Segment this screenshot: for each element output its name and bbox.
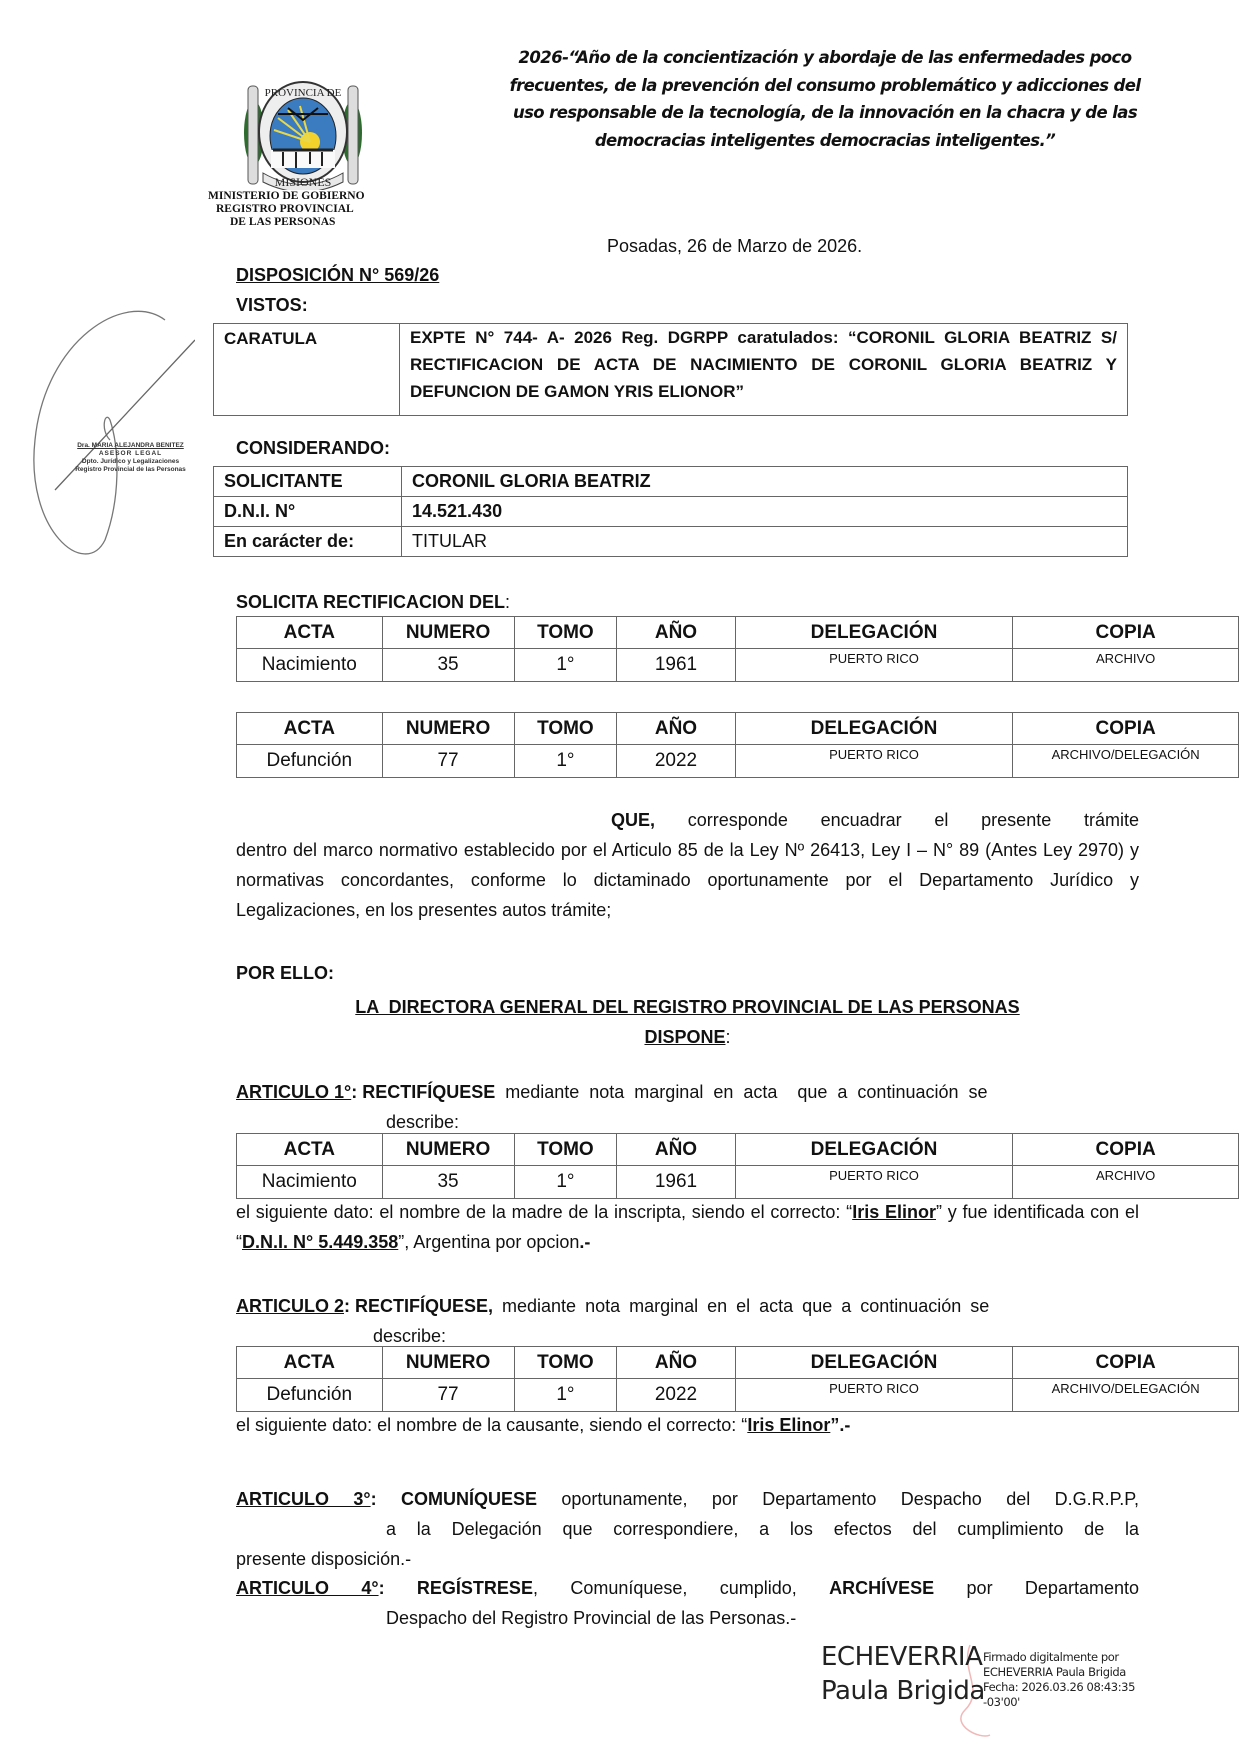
column-header: NUMERO — [382, 617, 514, 649]
handwritten-signature-icon — [25, 300, 195, 570]
column-header: AÑO — [617, 1347, 735, 1379]
caratula-label: CARATULA — [214, 324, 400, 416]
column-header: TOMO — [514, 713, 617, 745]
column-header: DELEGACIÓN — [735, 1134, 1013, 1166]
signer-name: ECHEVERRIA Paula Brigida — [821, 1642, 985, 1706]
svg-text:PROVINCIA DE: PROVINCIA DE — [264, 87, 342, 99]
por-ello-heading: POR ELLO: — [236, 963, 334, 983]
disposition-number: DISPOSICIÓN N° 569/26 — [236, 265, 440, 285]
column-header: TOMO — [514, 1347, 617, 1379]
table-row — [214, 497, 1128, 527]
province-coat-of-arms-icon — [238, 78, 368, 190]
caratula-table — [213, 323, 1128, 416]
directora-heading: LA DIRECTORA GENERAL DEL REGISTRO PROVINCIAL DE LAS PERSONAS DISPONE: — [355, 997, 1020, 1047]
vistos-heading: VISTOS: — [236, 295, 308, 315]
year-motto — [505, 44, 1145, 154]
column-header: DELEGACIÓN — [735, 1347, 1013, 1379]
table-row: Defunción 77 1° 2022 PUERTO RICO ARCHIVO/DELEGACIÓN — [237, 1379, 1239, 1412]
table-header-row — [237, 1347, 1239, 1379]
articulo-2-detail: el siguiente dato: el nombre de la causante, siendo el correcto: “Iris Elinor”.- — [236, 1415, 851, 1435]
column-header: AÑO — [617, 617, 735, 649]
articulo-3: ARTICULO 3°: COMUNÍQUESE oportunamente, por Departamento Despacho del D.G.R.P.P, a la Delegación que correspondiere, a los efectos del cumplimiento de la presente disposición.- — [236, 1489, 1139, 1569]
column-header: ACTA — [237, 617, 383, 649]
table-row: Defunción 77 1° 2022 PUERTO RICO ARCHIVO/DELEGACIÓN — [237, 745, 1239, 778]
acta-table-nacimiento — [236, 616, 1239, 682]
table-row — [214, 527, 1128, 557]
motto-line: 2026-“Año de la concientización y abordaje de las enfermedades poco — [518, 48, 1132, 67]
acta-table-articulo-1 — [236, 1133, 1239, 1199]
column-header: DELEGACIÓN — [735, 713, 1013, 745]
column-header: NUMERO — [382, 1134, 514, 1166]
column-header: ACTA — [237, 1134, 383, 1166]
acta-table-defuncion — [236, 712, 1239, 778]
table-row — [214, 324, 1128, 416]
articulo-1: ARTICULO 1°: RECTIFÍQUESE mediante nota marginal en acta que a continuación se describe: — [236, 1082, 988, 1132]
column-header: NUMERO — [382, 713, 514, 745]
applicant-value: CORONIL GLORIA BEATRIZ — [402, 467, 1128, 497]
motto-line: uso responsable de la tecnología, de la innovación en la chacra y de las — [512, 103, 1138, 122]
table-header-row — [237, 617, 1239, 649]
column-header: TOMO — [514, 1134, 617, 1166]
table-header-row — [237, 713, 1239, 745]
column-header: COPIA — [1013, 1347, 1239, 1379]
column-header: ACTA — [237, 1347, 383, 1379]
applicant-table — [213, 466, 1128, 557]
motto-line: democracias inteligentes democracias inteligentes.” — [594, 130, 1056, 150]
column-header: COPIA — [1013, 1134, 1239, 1166]
role-value: TITULAR — [402, 527, 1128, 557]
table-header-row — [237, 1134, 1239, 1166]
solicita-heading: SOLICITA RECTIFICACION DEL: — [236, 592, 511, 612]
signature-metadata: Firmado digitalmente por ECHEVERRIA Paula Brigida Fecha: 2026.03.26 08:43:35 -03'00' — [983, 1650, 1135, 1709]
articulo-4: ARTICULO 4°: REGÍSTRESE, Comuníquese, cumplido, ARCHÍVESE por Departamento Despacho del Registro Provincial de las Personas.- — [236, 1578, 1139, 1628]
column-header: AÑO — [617, 1134, 735, 1166]
considerando-heading: CONSIDERANDO: — [236, 438, 391, 458]
column-header: COPIA — [1013, 713, 1239, 745]
column-header: DELEGACIÓN — [735, 617, 1013, 649]
table-row: Nacimiento 35 1° 1961 PUERTO RICO ARCHIVO — [237, 1166, 1239, 1199]
table-row — [214, 467, 1128, 497]
ministry-header — [208, 190, 365, 229]
articulo-1-detail: el siguiente dato: el nombre de la madre de la inscripta, siendo el correcto: “Iris Elinor” y fue identificada con el “D.N.I. N° 5.449.358”, Argentina por opcion.- — [236, 1202, 1139, 1252]
legal-advisor-stamp: Dra. MARIA ALEJANDRA BENITEZ ASESOR LEGAL Dpto. Jurídico y Legalizaciones Registro Provincial de las Personas — [75, 442, 186, 473]
column-header: NUMERO — [382, 1347, 514, 1379]
ministry-line: MINISTERIO DE GOBIERNO — [208, 190, 365, 202]
ministry-line: REGISTRO PROVINCIAL — [216, 203, 354, 215]
column-header: AÑO — [617, 713, 735, 745]
motto-line: frecuentes, de la prevención del consumo problemático y adicciones del — [509, 75, 1141, 95]
column-header: TOMO — [514, 617, 617, 649]
dni-label: D.N.I. N° — [214, 497, 402, 527]
svg-text:MISIONES: MISIONES — [274, 175, 332, 189]
caratula-value: EXPTE N° 744- A- 2026 Reg. DGRPP caratulados: “CORONIL GLORIA BEATRIZ S/ RECTIFICACION DE ACTA DE NACIMIENTO DE CORONIL GLORIA BEATRIZ Y DEFUNCION DE GAMON YRIS ELIONOR” — [400, 324, 1128, 416]
column-header: COPIA — [1013, 617, 1239, 649]
applicant-label: SOLICITANTE — [214, 467, 402, 497]
articulo-2: ARTICULO 2: RECTIFÍQUESE, mediante nota marginal en el acta que a continuación se describe: — [236, 1296, 990, 1346]
place-date: Posadas, 26 de Marzo de 2026. — [607, 236, 863, 256]
acta-table-articulo-2 — [236, 1346, 1239, 1412]
dni-value: 14.521.430 — [402, 497, 1128, 527]
column-header: ACTA — [237, 713, 383, 745]
que-paragraph: QUE, corresponde encuadrar el presente trámite dentro del marco normativo establecido por el Articulo 85 de la Ley Nº 26413, Ley I – N° 89 (Antes Ley 2970) y normativas concordantes, conforme lo dictaminado oportunamente por el Departamento Jurídico y Legalizaciones, en los presentes autos trámite; — [236, 810, 1139, 920]
role-label: En carácter de: — [214, 527, 402, 557]
table-row: Nacimiento 35 1° 1961 PUERTO RICO ARCHIVO — [237, 649, 1239, 682]
ministry-line: DE LAS PERSONAS — [230, 216, 336, 228]
